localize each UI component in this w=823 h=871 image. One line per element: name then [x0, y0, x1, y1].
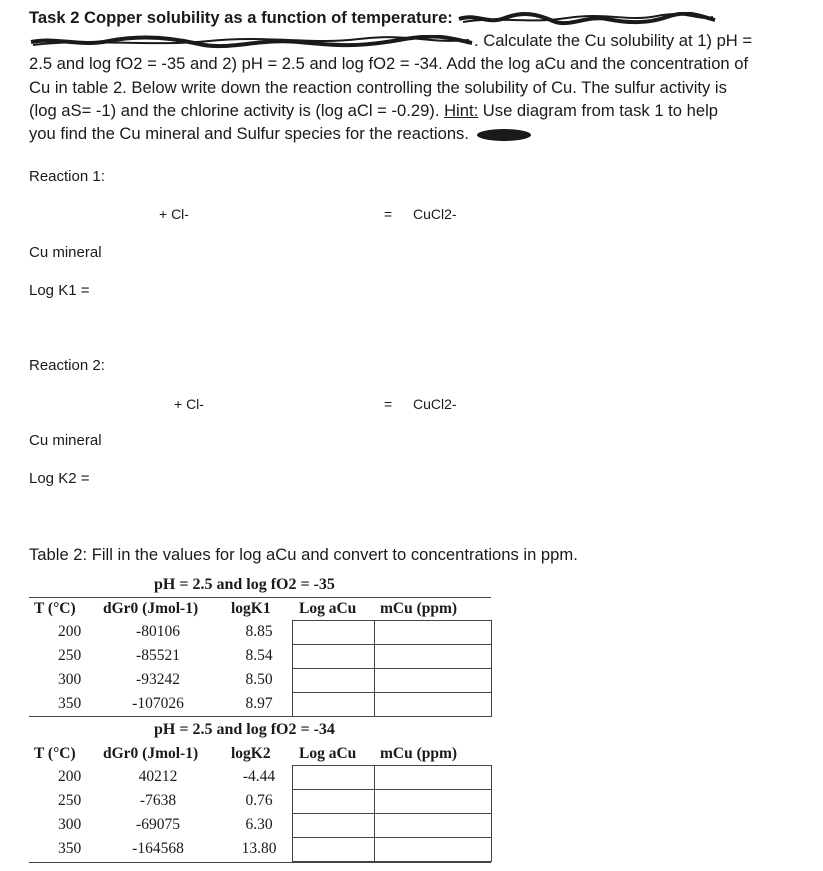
- log-acu-input[interactable]: [292, 692, 376, 717]
- cell-temperature: 200: [58, 623, 82, 640]
- log-acu-input[interactable]: [292, 813, 376, 838]
- mcu-ppm-input[interactable]: [374, 765, 492, 790]
- reaction-2-plus-chloride: + Cl-: [174, 396, 204, 412]
- task-line-1-tail: . Calculate the Cu solubility at 1) pH =: [474, 31, 753, 51]
- header-dg: dGr0 (Jmol-1): [103, 745, 199, 762]
- task-paragraph: [29, 6, 799, 145]
- header-temperature: T (°C): [34, 600, 76, 617]
- reaction-2-logk-label: Log K2 =: [29, 470, 90, 487]
- mcu-ppm-input[interactable]: [374, 668, 492, 693]
- cell-temperature: 250: [58, 647, 82, 664]
- section-2-condition: pH = 2.5 and log fO2 = -34: [154, 721, 335, 738]
- header-mcu-ppm: mCu (ppm): [380, 600, 458, 617]
- log-acu-input[interactable]: [292, 620, 376, 645]
- header-dg: dGr0 (Jmol-1): [103, 600, 199, 617]
- table-title: Table 2: Fill in the values for log aCu and convert to concentrations in ppm.: [29, 545, 578, 564]
- reaction-1-product: CuCl2-: [413, 206, 457, 222]
- reaction-1-logk-label: Log K1 =: [29, 282, 90, 299]
- mcu-ppm-input[interactable]: [374, 837, 492, 862]
- log-acu-input[interactable]: [292, 668, 376, 693]
- log-acu-input[interactable]: [292, 644, 376, 669]
- task-line-1: [29, 6, 799, 29]
- cell-dg: -69075: [136, 816, 180, 833]
- scribble-redaction-2: [29, 35, 474, 49]
- reaction-2-equals: =: [384, 396, 393, 412]
- cell-dg: -93242: [136, 671, 180, 688]
- log-acu-input[interactable]: [292, 837, 376, 862]
- log-acu-input[interactable]: [292, 765, 376, 790]
- mcu-ppm-input[interactable]: [374, 620, 492, 645]
- task-line-4-text: (log aS= -1) and the chlorine activity is (log aCl = -0.29).: [29, 100, 440, 120]
- reaction-2-mineral-label: Cu mineral: [29, 432, 102, 449]
- hint-label: Hint:: [444, 100, 479, 120]
- cell-temperature: 350: [58, 840, 82, 857]
- cell-dg: -7638: [139, 792, 177, 809]
- task-line-4: [29, 99, 799, 122]
- log-acu-input[interactable]: [292, 789, 376, 814]
- scribble-redaction-3: [474, 127, 534, 143]
- cell-dg: 40212: [138, 768, 178, 785]
- reaction-1-mineral-label: Cu mineral: [29, 244, 102, 261]
- cell-temperature: 200: [58, 768, 82, 785]
- cell-logk: 8.54: [245, 647, 273, 664]
- header-log-acu: Log aCu: [299, 600, 357, 617]
- reaction-1-equals: =: [384, 206, 393, 222]
- cell-temperature: 300: [58, 671, 82, 688]
- cell-logk: 8.85: [245, 623, 273, 640]
- cell-logk: 0.76: [245, 792, 273, 809]
- header-logk: logK2: [231, 745, 271, 762]
- mcu-ppm-input[interactable]: [374, 692, 492, 717]
- task-line-2: 2.5 and log fO2 = -35 and 2) pH = 2.5 and log fO2 = -34. Add the log aCu and the concentration of: [29, 54, 749, 74]
- cell-temperature: 250: [58, 792, 82, 809]
- cell-dg: -107026: [132, 695, 184, 712]
- header-log-acu: Log aCu: [299, 745, 357, 762]
- mcu-ppm-input[interactable]: [374, 644, 492, 669]
- cell-logk: 6.30: [245, 816, 273, 833]
- reaction-2-product: CuCl2-: [413, 396, 457, 412]
- table-rule: [29, 862, 491, 863]
- task-title: Task 2 Copper solubility as a function of temperature:: [29, 8, 453, 27]
- task-line-5: [29, 122, 799, 145]
- mcu-ppm-input[interactable]: [374, 789, 492, 814]
- task-line-1b: [29, 29, 799, 52]
- cell-dg: -85521: [136, 647, 180, 664]
- reaction-2-label: Reaction 2:: [29, 357, 105, 374]
- cell-dg: -164568: [132, 840, 184, 857]
- task-line-5a: Use diagram from task 1 to help: [478, 100, 718, 120]
- reaction-1-label: Reaction 1:: [29, 168, 105, 185]
- cell-logk: 13.80: [241, 840, 277, 857]
- scribble-redaction: [457, 12, 717, 26]
- cell-temperature: 350: [58, 695, 82, 712]
- header-temperature: T (°C): [34, 745, 76, 762]
- reaction-1-plus-chloride: + Cl-: [159, 206, 189, 222]
- header-mcu-ppm: mCu (ppm): [380, 745, 458, 762]
- table-rule: [29, 597, 491, 598]
- cell-temperature: 300: [58, 816, 82, 833]
- mcu-ppm-input[interactable]: [374, 813, 492, 838]
- cell-logk: 8.97: [245, 695, 273, 712]
- cell-logk: -4.44: [242, 768, 276, 785]
- task-line-5b: you find the Cu mineral and Sulfur species for the reactions.: [29, 124, 469, 144]
- cell-logk: 8.50: [245, 671, 273, 688]
- task-line-3: Cu in table 2. Below write down the reaction controlling the solubility of Cu. The sulfur activity is: [29, 77, 727, 97]
- header-logk: logK1: [231, 600, 271, 617]
- cell-dg: -80106: [136, 623, 180, 640]
- section-1-condition: pH = 2.5 and log fO2 = -35: [154, 576, 335, 593]
